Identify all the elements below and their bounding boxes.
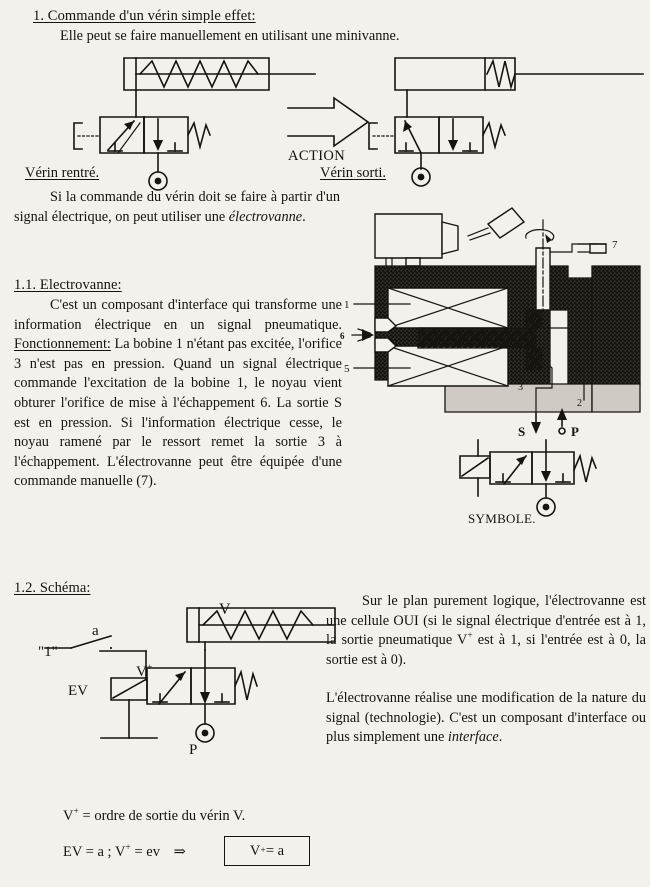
caption-verin-sorti: [320, 165, 386, 182]
boxed-lhs: V: [249, 842, 261, 859]
paragraph-signal-electrique: [14, 188, 340, 227]
right-text-p2-tail: .: [498, 729, 503, 746]
port-label-p: P: [571, 424, 579, 439]
section1-intro: Elle peut se faire manuellement en utilisant une minivanne.: [60, 28, 400, 44]
right-text-p2a: L'électrovanne réalise une modification de la nature du signal (technologie). C'est un composant d'interface ou plus simplement une: [326, 690, 646, 746]
right-text-p1: Sur le plan purement logique, l'électrovanne est une cellule OUI (si le signal électrique d'entrée est à 1, la sortie pneumatique V: [326, 593, 646, 649]
label-ev: EV: [68, 683, 88, 699]
callout-5: 5: [344, 363, 350, 375]
caption-verin-rentre-text: Vérin rentré.: [25, 165, 100, 181]
label-cylinder-v: V: [219, 601, 231, 618]
callout-2: 2: [577, 398, 582, 409]
callout-1: 1: [344, 299, 350, 311]
section1-heading: 1. Commande d'un vérin simple effet:: [33, 8, 256, 24]
caption-verin-rentre: [25, 165, 99, 182]
section12-right-paragraph-2: [326, 689, 646, 748]
figure-electrovanne-cutaway: [340, 200, 645, 438]
callout-7: 7: [612, 239, 618, 251]
label-pressure-p: P: [189, 742, 198, 758]
symbole-caption: SYMBOLE.: [468, 511, 536, 526]
action-arrow-icon: [288, 98, 374, 150]
callout-3: 3: [518, 382, 523, 393]
right-text-p1-sup: +: [467, 631, 473, 642]
equation-relation-sup: +: [125, 842, 131, 854]
section12-right-paragraph-1: [326, 592, 646, 670]
right-text-p2-italic: interface: [447, 729, 499, 746]
section11-text-a: C'est un composant d'interface qui transforme une information électrique en un signal pneumatique.: [14, 297, 342, 333]
label-v-plus-sup: +: [146, 662, 153, 673]
callout-6: 6: [340, 331, 345, 341]
right-text-p1b: est à 1, si l'entrée est à 0, la sortie est à 0).: [326, 632, 646, 668]
equation-relation-b: = ev: [130, 844, 160, 860]
label-v-plus-output: V+: [136, 662, 153, 680]
section12-heading: 1.2. Schéma:: [14, 580, 91, 596]
equation-relation-a: EV = a ; V: [63, 844, 126, 860]
label-input-one: "1": [38, 644, 58, 660]
equation-definition-rhs: = ordre de sortie du vérin V.: [78, 808, 246, 824]
boxed-rhs: = a: [265, 842, 285, 859]
section11-paragraph: [14, 296, 342, 492]
paragraph-signal-tail: .: [302, 208, 306, 225]
figure-verin-sorti: [395, 55, 645, 170]
equation-definition-lhs: V: [63, 808, 74, 824]
section11-fonctionnement-label: Fonctionnement:: [14, 336, 111, 353]
section11-heading: 1.1. Electrovanne:: [14, 277, 122, 293]
figure-symbole-electrovanne: [460, 440, 640, 515]
boxed-result-formula: V + = a: [224, 836, 310, 866]
paragraph-signal-text: Si la commande du vérin doit se faire à partir d'un signal électrique, on peut utiliser une: [14, 189, 340, 225]
section11-text-b: La bobine 1 n'étant pas excitée, l'orifice 3 n'est pas en pression. Quand un signal électrique commande l'excitation de la bobine 1, le noyau vient obturer l'orifice de mise à l'échappement 6. La sortie S est en pression. Si l'information électrique cesse, le noyau ramené par le ressort remet la sortie 3 à l'échappement. L'électrovanne peut être équipée d'une commande manuelle (7).: [14, 336, 342, 490]
figure-verin-rentre: [100, 55, 320, 170]
caption-verin-sorti-text: Vérin sorti.: [320, 165, 387, 181]
equation-relation: [63, 844, 186, 861]
label-contact-a: a: [92, 623, 99, 639]
equation-implies-arrow: ⇒: [173, 844, 186, 860]
paragraph-signal-italic: électrovanne: [228, 208, 303, 225]
action-label: ACTION: [288, 148, 346, 164]
port-label-s: S: [518, 424, 526, 439]
equation-definition-sup: +: [73, 806, 79, 818]
equation-definition: [63, 808, 245, 825]
